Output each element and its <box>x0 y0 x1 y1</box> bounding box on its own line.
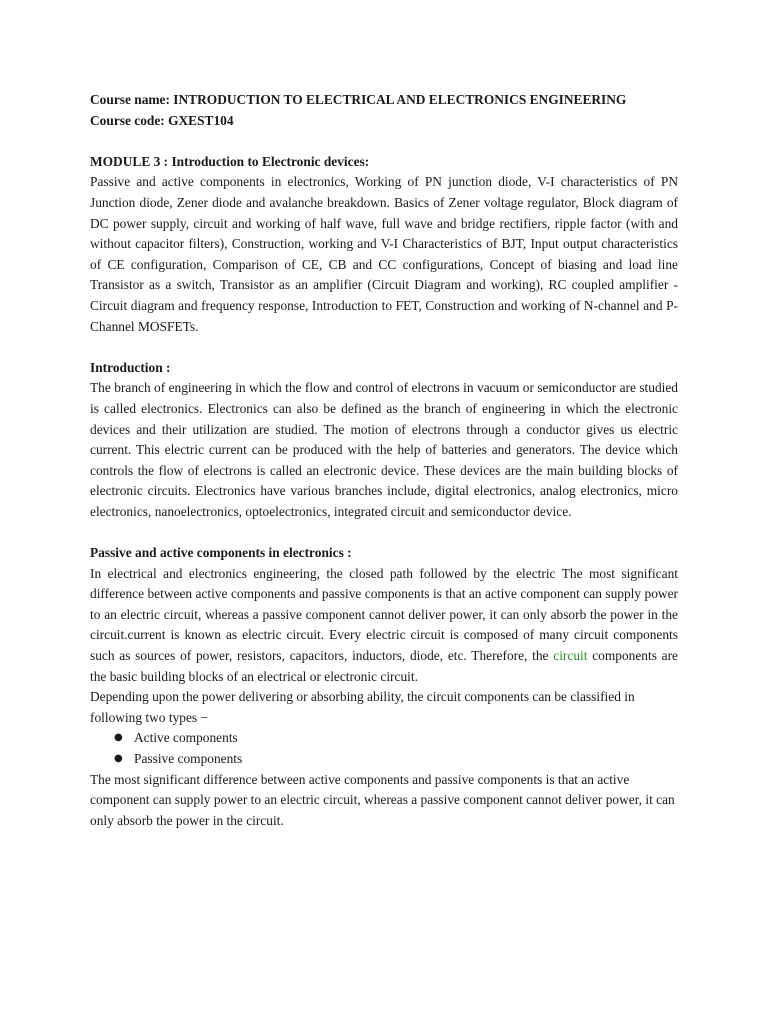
paragraph-text: In electrical and electronics engineering, the closed path followed by the electric The most significant difference between active components and passive components is that an active component can supply power to an electric circuit, whereas a passive component cannot deliver power, it can only absorb the power in the circuit.current is known as electric circuit. Every electric circuit is composed of many circuit components such as sources of power, resistors, capacitors, inductors, diode, etc. Therefore, the <box>90 565 678 664</box>
components-paragraph-3: The most significant difference between active components and passive components is that an active component can supply power to an electric circuit, whereas a passive component cannot deliver power, it can only absorb the power in the circuit. <box>90 771 675 828</box>
module-heading: MODULE 3 : Introduction to Electronic devices: <box>90 153 370 169</box>
circuit-link[interactable]: circuit <box>553 648 588 664</box>
course-name: Course name: INTRODUCTION TO ELECTRICAL AND ELECTRONICS ENGINEERING <box>90 92 627 107</box>
spacer <box>90 522 678 543</box>
spacer <box>90 131 678 152</box>
introduction-heading: Introduction : <box>90 359 171 375</box>
list-item <box>114 749 678 770</box>
component-types-list <box>90 728 678 769</box>
course-code: Course code: GXEST104 <box>90 112 234 128</box>
components-paragraph-1 <box>90 564 678 688</box>
list-item <box>114 728 678 749</box>
module-syllabus: Passive and active components in electronics, Working of PN junction diode, V-I characteristics of PN Junction diode, Zener diode and avalanche breakdown. Basics of Zener voltage regulator, Block diagram of DC power supply, circuit and working of half wave, full wave and bridge rectifiers, ripple factor (with and without capacitor filters), Construction, working and V-I Characteristics of BJT, Input output characteristics of CE configuration, Comparison of CE, CB and CC configurations, Concept of biasing and load line Transistor as a switch, Transistor as an amplifier (Circuit Diagram and working), RC coupled amplifier - Circuit diagram and frequency response, Introduction to FET, Construction and working of N-channel and P-Channel MOSFETs. <box>90 174 678 334</box>
bullet-icon: ● <box>114 732 123 744</box>
components-paragraph-2: Depending upon the power delivering or absorbing ability, the circuit components can be classified in following two types − <box>90 689 635 725</box>
introduction-body: The branch of engineering in which the flow and control of electrons in vacuum or semiconductor are studied is called electronics. Electronics can also be defined as the branch of engineering in which the electronic devices and their utilization are studied. The motion of electrons through a conductor gives us electric current. This electric current can be produced with the help of batteries and generators. The device which controls the flow of electrons is called an electronic device. These devices are the main building blocks of electronic circuits. Electronics have various branches include, digital electronics, analog electronics, micro electronics, nanoelectronics, optoelectronics, integrated circuit and semiconductor device. <box>90 380 678 519</box>
bullet-icon: ● <box>114 753 123 764</box>
spacer <box>90 337 678 358</box>
list-item-label: Passive components <box>134 751 243 766</box>
paragraph-text: components are the basic building blocks of an electrical or electronic circuit. <box>90 648 678 684</box>
list-item-label: Active components <box>134 730 238 746</box>
document-page <box>90 90 678 831</box>
components-heading: Passive and active components in electronics : <box>90 545 352 561</box>
